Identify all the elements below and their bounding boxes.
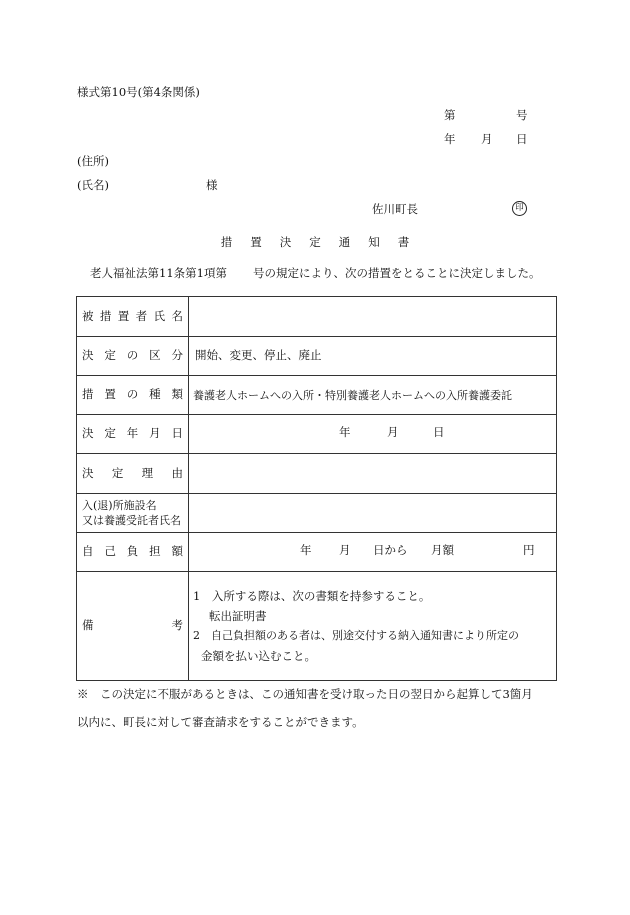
label-char: 分 [171, 348, 183, 363]
label-char: 由 [171, 465, 183, 480]
label-char: 定 [104, 426, 116, 441]
label-char: 措 [99, 308, 112, 323]
intro-part2: 号の規定により、次の措置をとることに決定しました。 [252, 266, 541, 280]
remarks-label [82, 620, 183, 632]
title-char: 定 [309, 235, 321, 249]
document-title [0, 237, 630, 249]
intro-part1: 老人福祉法第11条第1項第 [90, 266, 227, 280]
row-label-type [82, 389, 183, 401]
row-label-name [82, 308, 183, 323]
table-row [77, 454, 557, 494]
label-char: の [126, 387, 139, 402]
date-nen: 年 [444, 132, 456, 146]
burden-monthly: 月額 [431, 543, 454, 557]
row-label-category [82, 350, 183, 362]
title-char: 置 [250, 235, 262, 249]
name-label: (氏名) [77, 178, 109, 192]
facility-value-cell [189, 494, 557, 533]
label-char: 月 [149, 426, 161, 441]
label-char: の [126, 348, 139, 363]
decision-date-tsuki: 月 [387, 425, 399, 439]
date-tsuki: 月 [481, 132, 493, 146]
label-char: 類 [171, 387, 183, 402]
facility-label-line2: 又は養護受託者氏名 [82, 514, 181, 527]
address-label: (住所) [77, 154, 109, 168]
row-label-burden [82, 546, 183, 558]
label-char: 定 [104, 348, 116, 363]
title-char: 書 [397, 235, 410, 249]
remarks-item1-sub: 転出証明書 [209, 609, 267, 623]
doc-number-dai: 第 [444, 108, 456, 122]
label-char: 負 [126, 544, 139, 559]
remarks-item2-cont: 金額を払い込むこと。 [201, 649, 316, 663]
label-char: 置 [104, 387, 116, 402]
label-char: 決 [82, 465, 94, 480]
label-char: 決 [82, 348, 94, 363]
table-row [77, 494, 557, 533]
title-char: 措 [220, 235, 233, 249]
date-hi: 日 [516, 132, 528, 146]
burden-tsuki: 月 [339, 543, 351, 557]
table-row [77, 297, 557, 337]
remarks-cell [189, 572, 557, 681]
form-number: 様式第10号(第4条関係) [77, 85, 200, 99]
label-char: 自 [82, 544, 94, 559]
note-line1: ※ この決定に不服があるときは、この通知書を受け取った日の翌日から起算して3箇月 [77, 687, 533, 701]
burden-cell [189, 533, 557, 572]
label-char: 理 [141, 465, 154, 480]
sama-suffix: 様 [206, 178, 218, 192]
burden-nen: 年 [300, 543, 312, 557]
title-char: 決 [279, 235, 292, 249]
burden-yen: 円 [523, 543, 535, 557]
reason-value-cell [189, 454, 557, 494]
title-char: 知 [368, 235, 380, 249]
label-char: 区 [149, 348, 161, 363]
table-row [77, 533, 557, 572]
name-value-cell [189, 297, 557, 337]
label-char: 決 [82, 426, 94, 441]
table-row [77, 415, 557, 454]
label-char: 定 [111, 465, 124, 480]
table-row [77, 572, 557, 681]
remarks-label-a: 備 [82, 618, 94, 633]
label-char: 己 [104, 544, 116, 559]
label-char: 種 [149, 387, 161, 402]
table-row [77, 337, 557, 376]
label-char: 担 [149, 544, 161, 559]
label-char: 置 [117, 308, 130, 323]
label-char: 名 [171, 308, 183, 323]
label-char: 年 [126, 426, 139, 441]
remarks-item2: 2 自己負担額のある者は、別途交付する納入通知書により所定の [193, 629, 519, 642]
burden-from: 日から [373, 543, 408, 557]
row-label-reason [82, 465, 183, 480]
label-char: 措 [82, 387, 94, 402]
doc-number-go: 号 [516, 108, 528, 122]
decision-date-cell [189, 415, 557, 454]
facility-label-line1: 入(退)所施設名 [82, 499, 157, 512]
intro-text [90, 268, 540, 280]
decision-table [76, 296, 557, 681]
remarks-label-b: 考 [171, 618, 183, 633]
label-char: 額 [171, 544, 183, 559]
decision-date-hi: 日 [433, 425, 445, 439]
issuer: 佐川町長 [372, 202, 418, 216]
row-label-date [82, 428, 183, 440]
label-char: 被 [82, 308, 94, 323]
label-char: 者 [135, 308, 148, 323]
title-char: 通 [338, 235, 351, 249]
type-value: 養護老人ホームへの入所・特別養護老人ホームへの入所養護委託 [189, 376, 557, 415]
decision-date-nen: 年 [339, 425, 351, 439]
table-row [77, 376, 557, 415]
label-char: 日 [171, 426, 183, 441]
remarks-item1: 1 入所する際は、次の書類を持参すること。 [193, 589, 431, 603]
seal-icon: 印 [512, 201, 527, 216]
category-value: 開始、変更、停止、廃止 [189, 337, 557, 376]
note-line2: 以内に、町長に対して審査請求をすることができます。 [77, 715, 364, 729]
label-char: 氏 [153, 308, 166, 323]
